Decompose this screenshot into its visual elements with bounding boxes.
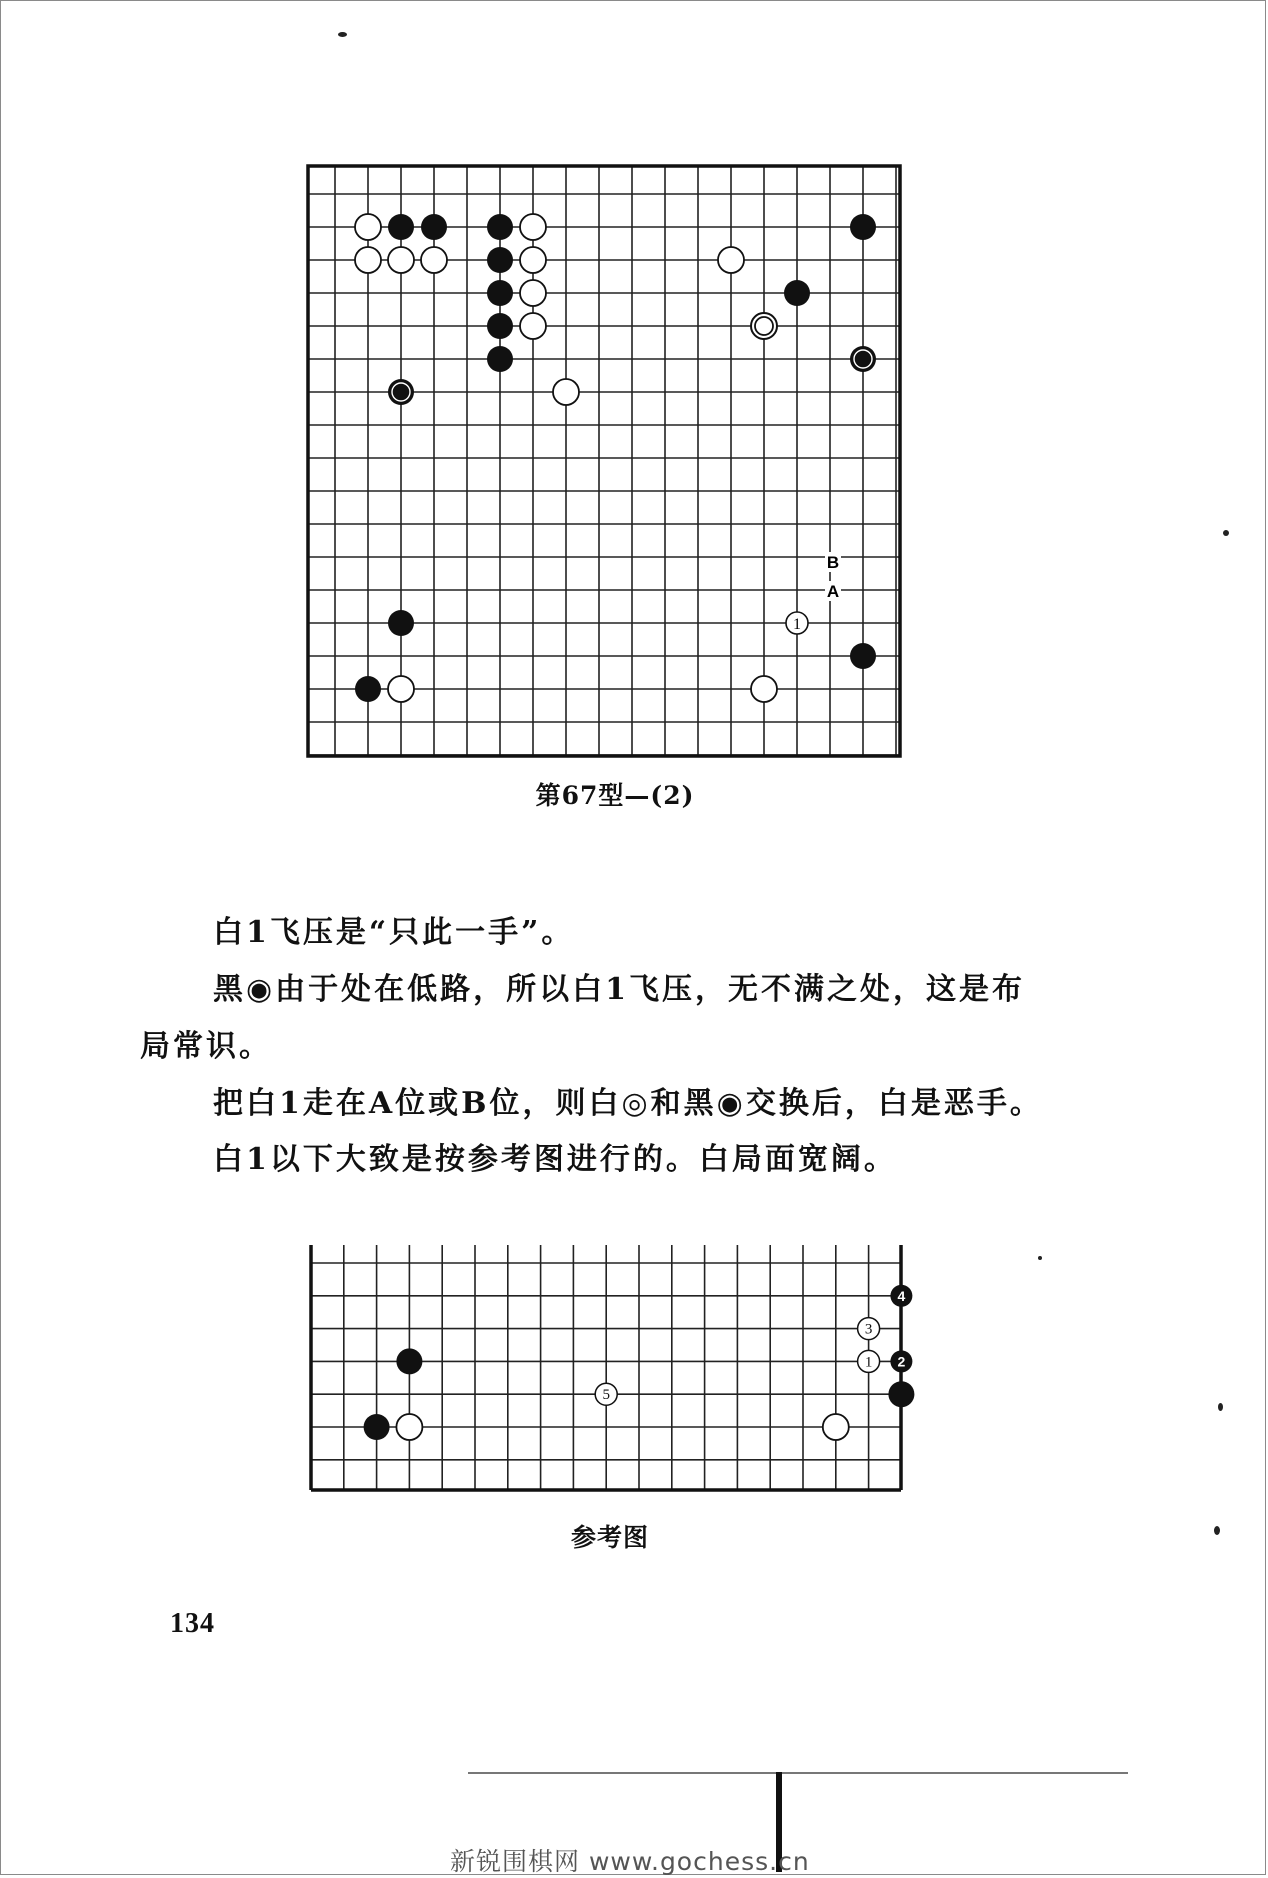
black-stone xyxy=(487,247,513,273)
move-number: 5 xyxy=(602,1387,610,1404)
go-board-diagram-1 xyxy=(300,160,910,770)
white-stone xyxy=(396,1414,422,1440)
black-stone xyxy=(487,346,513,372)
white-stone xyxy=(421,247,447,273)
white-stone xyxy=(388,247,414,273)
white-stone xyxy=(718,247,744,273)
label-a: A xyxy=(826,582,840,601)
black-stone xyxy=(487,313,513,339)
black-stone xyxy=(487,280,513,306)
white-stone xyxy=(520,313,546,339)
scan-speck xyxy=(338,32,347,37)
label-b: B xyxy=(826,553,840,572)
black-stone xyxy=(364,1414,390,1440)
black-stone xyxy=(888,1381,914,1407)
watermark: 新锐围棋网 www.gochess.cn xyxy=(450,1847,810,1876)
scan-speck xyxy=(1218,1403,1223,1411)
paragraph-2b: 局常识。 xyxy=(140,1029,272,1064)
white-stone xyxy=(355,247,381,273)
black-stone xyxy=(388,214,414,240)
white-stone xyxy=(520,247,546,273)
white-stone xyxy=(823,1414,849,1440)
paragraph-2a: 黑◉由于处在低路，所以白1飞压，无不满之处，这是布 xyxy=(213,972,1026,1007)
black-stone xyxy=(784,280,810,306)
white-stone xyxy=(355,214,381,240)
diagram-1-caption: 第67型—(2) xyxy=(535,781,695,810)
move-number: 1 xyxy=(793,616,801,633)
move-number: 4 xyxy=(897,1287,906,1304)
reference-diagram-caption: 参考图 xyxy=(570,1523,649,1552)
black-stone xyxy=(388,610,414,636)
move-number: 3 xyxy=(864,1321,873,1338)
move-number: 1 xyxy=(864,1354,873,1371)
white-stone xyxy=(520,214,546,240)
white-stone xyxy=(520,280,546,306)
black-stone xyxy=(421,214,447,240)
scan-speck xyxy=(1038,1256,1042,1260)
paragraph-4: 白1以下大致是按参考图进行的。白局面宽阔。 xyxy=(213,1142,897,1177)
black-stone xyxy=(487,214,513,240)
white-stone xyxy=(553,379,579,405)
scan-speck xyxy=(1214,1526,1220,1535)
scan-rule xyxy=(468,1772,1128,1774)
black-stone xyxy=(396,1348,422,1374)
white-stone xyxy=(388,676,414,702)
black-stone xyxy=(850,643,876,669)
paragraph-1: 白1飞压是“只此一手”。 xyxy=(213,915,575,950)
go-board-reference-diagram xyxy=(305,1245,915,1495)
page-number: 134 xyxy=(170,1608,215,1639)
black-stone xyxy=(850,214,876,240)
paragraph-3: 把白1走在A位或B位，则白◎和黑◉交换后，白是恶手。 xyxy=(213,1086,1043,1121)
scan-speck xyxy=(1223,530,1229,536)
white-stone xyxy=(751,676,777,702)
move-number: 2 xyxy=(897,1353,906,1370)
black-stone xyxy=(355,676,381,702)
